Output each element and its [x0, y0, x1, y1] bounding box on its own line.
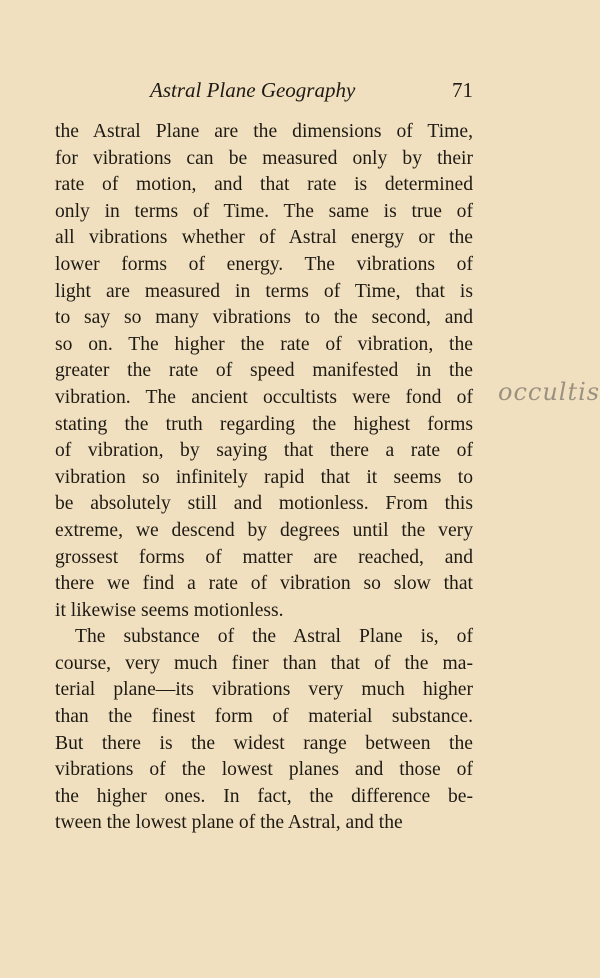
- page-body: [55, 119, 473, 837]
- text-line: vibrations of the lowest planes and those of: [55, 759, 473, 781]
- text-line: The substance of the Astral Plane is, of: [75, 626, 473, 648]
- text-line: so on. The higher the rate of vibration, the: [55, 333, 473, 355]
- text-line: than the finest form of material substance.: [55, 706, 473, 728]
- text-line: stating the truth regarding the highest forms: [55, 413, 473, 435]
- text-line: vibration so infinitely rapid that it seems to: [55, 466, 473, 488]
- page-number: 71: [452, 78, 473, 102]
- text-line: course, very much finer than that of the ma-: [55, 652, 473, 674]
- text-line: the Astral Plane are the dimensions of Time,: [55, 121, 473, 142]
- text-line: of vibration, by saying that there a rate of: [55, 440, 473, 462]
- text-line: only in terms of Time. The same is true of: [55, 200, 473, 222]
- text-line: extreme, we descend by degrees until the very: [55, 519, 473, 541]
- text-line: lower forms of energy. The vibrations of: [55, 253, 473, 275]
- text-line: there we find a rate of vibration so slow that: [55, 573, 473, 595]
- text-line: all vibrations whether of Astral energy or the: [55, 227, 473, 249]
- running-title: Astral Plane Geography: [150, 78, 356, 102]
- text-line: it likewise seems motionless.: [55, 599, 284, 621]
- text-line: terial plane—its vibrations very much higher: [55, 679, 473, 701]
- text-line: be absolutely still and motionless. From this: [55, 493, 473, 515]
- handwritten-margin-note: occultis: [498, 378, 600, 406]
- text-line: greater the rate of speed manifested in the: [55, 360, 473, 382]
- text-line: to say so many vibrations to the second, and: [55, 307, 473, 329]
- text-line: rate of motion, and that rate is determined: [55, 174, 473, 196]
- text-line: tween the lowest plane of the Astral, and the: [55, 812, 403, 834]
- text-line: vibration. The ancient occultists were fond of: [55, 386, 473, 408]
- text-line: for vibrations can be measured only by their: [55, 147, 473, 169]
- text-line: light are measured in terms of Time, that is: [55, 280, 473, 302]
- text-line: But there is the widest range between the: [55, 732, 473, 754]
- text-line: grossest forms of matter are reached, and: [55, 546, 473, 568]
- running-header: [55, 78, 473, 104]
- text-line: the higher ones. In fact, the difference be-: [55, 785, 473, 807]
